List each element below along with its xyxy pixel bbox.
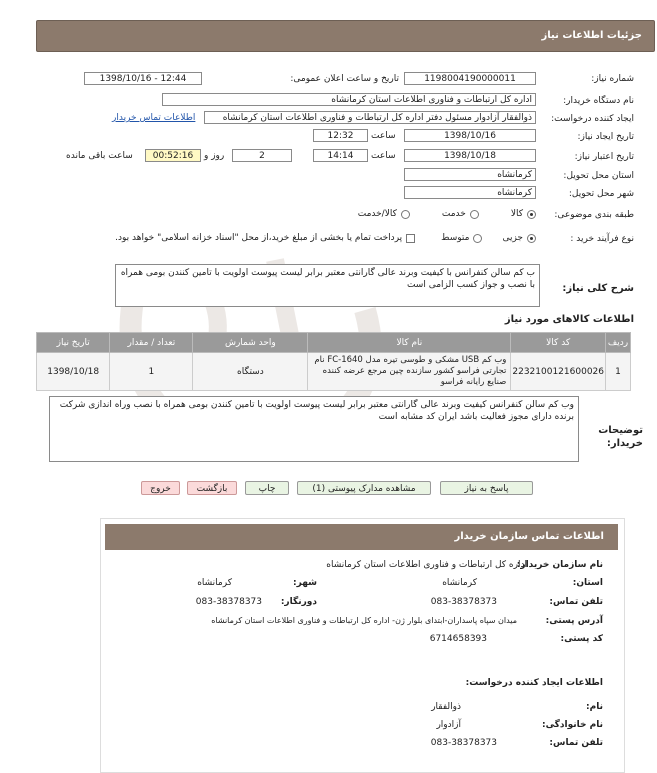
radio-goods[interactable] bbox=[527, 210, 536, 219]
creator-family-label: نام خانوادگی: bbox=[541, 720, 603, 730]
contact-fax-value: 083-38378373 bbox=[195, 597, 262, 607]
cell-qty: 1 bbox=[110, 353, 193, 391]
radio-medium[interactable] bbox=[473, 234, 482, 243]
contact-fax-label: دورنگار: bbox=[280, 597, 317, 607]
radio-goods-service-label: کالا/خدمت bbox=[357, 209, 397, 219]
radio-service-label: خدمت bbox=[441, 209, 466, 219]
contact-phone-label: تلفن تماس: bbox=[549, 597, 603, 607]
radio-partial-label: جزیی bbox=[502, 233, 523, 243]
city-field: کرمانشاه bbox=[404, 186, 536, 199]
col-qty: تعداد / مقدار bbox=[110, 333, 193, 353]
radio-goods-service[interactable] bbox=[401, 210, 410, 219]
table-row bbox=[37, 353, 631, 391]
exit-button[interactable]: خروج bbox=[141, 481, 180, 495]
category-label: طبقه بندی موضوعی: bbox=[554, 210, 634, 220]
cell-date: 1398/10/18 bbox=[37, 353, 110, 391]
address-label: آدرس پستی: bbox=[545, 616, 603, 626]
buyer-field: اداره کل ارتباطات و فناوری اطلاعات استان کرمانشاه bbox=[162, 93, 536, 106]
creator-info-title: اطلاعات ایجاد کننده درخواست: bbox=[465, 678, 603, 688]
days-field: 2 bbox=[232, 149, 292, 162]
days-label: روز و bbox=[204, 151, 225, 161]
creator-label: ایجاد کننده درخواست: bbox=[551, 114, 634, 124]
print-button[interactable]: چاپ bbox=[245, 481, 289, 495]
goods-section-title: اطلاعات کالاهای مورد نیاز bbox=[504, 314, 634, 325]
need-number-label: شماره نیاز: bbox=[591, 74, 634, 84]
buyer-label: نام دستگاه خریدار: bbox=[563, 96, 634, 106]
valid-time-label: ساعت bbox=[371, 151, 396, 161]
radio-partial[interactable] bbox=[527, 234, 536, 243]
postal-value: 6714658393 bbox=[429, 634, 487, 644]
creator-field: ذوالفقار آزادوار مسئول دفتر اداره کل ارتباطات و فناوری اطلاعات استان کرمانشاه bbox=[204, 111, 536, 124]
contact-card-header bbox=[105, 524, 618, 550]
address-value: میدان سپاه پاسداران-ابتدای بلوار ژن- اداره کل ارتباطات و فناوری اطلاعات استان کرمانشاه bbox=[211, 616, 517, 625]
creator-family-value: آزادوار bbox=[436, 720, 461, 730]
summary-label: شرح کلی نیاز: bbox=[562, 283, 634, 294]
page-header bbox=[36, 20, 655, 52]
radio-medium-label: متوسط bbox=[441, 233, 470, 243]
created-date-field: 1398/10/16 bbox=[404, 129, 536, 142]
payment-text: پرداخت تمام یا بخشی از مبلغ خرید،از محل "اسناد خزانه اسلامی" خواهد بود. bbox=[115, 233, 403, 243]
city-label: شهر محل تحویل: bbox=[568, 189, 634, 199]
col-code: کد کالا bbox=[511, 333, 606, 353]
contact-province-label: استان: bbox=[572, 578, 603, 588]
remaining-label: ساعت باقی مانده bbox=[66, 151, 133, 161]
contact-province-value: کرمانشاه bbox=[442, 578, 477, 588]
province-label: استان محل تحویل: bbox=[563, 171, 634, 181]
creator-phone-label: تلفن تماس: bbox=[549, 738, 603, 748]
summary-textarea[interactable]: ب کم سالن کنفرانس با کیفیت وبرند عالی گارانتی معتبر برابر لیست پیوست اولویت با تامین کنندن بومی همراه با نصب و جواز کسب الزامی است bbox=[115, 264, 540, 307]
creator-name-value: ذوالفقار bbox=[431, 702, 461, 712]
valid-time-field: 14:14 bbox=[313, 149, 368, 162]
cell-unit: دستگاه bbox=[193, 353, 308, 391]
postal-label: کد پستی: bbox=[560, 634, 603, 644]
goods-header-row bbox=[37, 333, 631, 353]
contact-card-title: اطلاعات تماس سازمان خریدار bbox=[454, 531, 604, 542]
col-unit: واحد شمارش bbox=[193, 333, 308, 353]
cell-row: 1 bbox=[606, 353, 631, 391]
created-time-field: 12:32 bbox=[313, 129, 368, 142]
org-label: نام سازمان خریدار: bbox=[516, 560, 603, 570]
created-date-label: تاریخ ایجاد نیاز: bbox=[577, 132, 634, 142]
contact-phone-value: 083-38378373 bbox=[430, 597, 497, 607]
province-field: کرمانشاه bbox=[404, 168, 536, 181]
col-row: ردیف bbox=[606, 333, 631, 353]
col-name: نام کالا bbox=[308, 333, 511, 353]
radio-goods-label: کالا bbox=[510, 209, 523, 219]
cell-code: 2232100121600026 bbox=[511, 353, 606, 391]
attachments-button[interactable]: مشاهده مدارک پیوستی (1) bbox=[297, 481, 431, 495]
buyer-contact-link[interactable]: اطلاعات تماس خریدار bbox=[112, 113, 196, 123]
contact-city-label: شهر: bbox=[293, 578, 317, 588]
category-options bbox=[358, 209, 536, 219]
back-button[interactable]: بازگشت bbox=[187, 481, 237, 495]
valid-date-field: 1398/10/18 bbox=[404, 149, 536, 162]
valid-date-label: تاریخ اعتبار نیاز: bbox=[574, 152, 634, 162]
need-number-field: 1198004190000011 bbox=[404, 72, 536, 85]
cell-name: وب کم USB مشکی و طوسی تیره مدل FC-1640 نام تجارتی فراسو کشور سازنده چین مرجع عرضه کننده صنایع رایانه فراسو bbox=[308, 353, 511, 391]
goods-table bbox=[36, 332, 631, 391]
creator-name-label: نام: bbox=[586, 702, 603, 712]
notes-label: توضیحات خریدار: bbox=[598, 425, 643, 449]
creator-phone-value: 083-38378373 bbox=[430, 738, 497, 748]
remaining-time-field: 00:52:16 bbox=[145, 149, 201, 162]
org-value: اداره کل ارتباطات و فناوری اطلاعات استان کرمانشاه bbox=[326, 560, 527, 570]
treasury-checkbox[interactable] bbox=[406, 234, 415, 243]
announce-field: 1398/10/16 - 12:44 bbox=[84, 72, 202, 85]
reply-button[interactable]: پاسخ به نیاز bbox=[440, 481, 533, 495]
process-options bbox=[115, 233, 536, 243]
process-label: نوع فرآیند خرید : bbox=[570, 234, 634, 244]
contact-city-value: کرمانشاه bbox=[197, 578, 232, 588]
contact-card bbox=[100, 518, 625, 773]
notes-textarea[interactable]: وب کم سالن کنفرانس کیفیت وبرند عالی گارانتی معتبر برابر لیست پیوست اولویت با تامین کنندن بومی همراه با نصب وراه اندازی شرکت برنده دارای مجوز فعالیت باشد ایران کد مشابه است bbox=[49, 396, 579, 462]
col-date: تاریخ نیاز bbox=[37, 333, 110, 353]
created-time-label: ساعت bbox=[371, 131, 396, 141]
announce-label: تاریخ و ساعت اعلان عمومی: bbox=[290, 74, 399, 84]
page-title: جزئیات اطلاعات نیاز bbox=[541, 30, 642, 41]
radio-service[interactable] bbox=[470, 210, 479, 219]
